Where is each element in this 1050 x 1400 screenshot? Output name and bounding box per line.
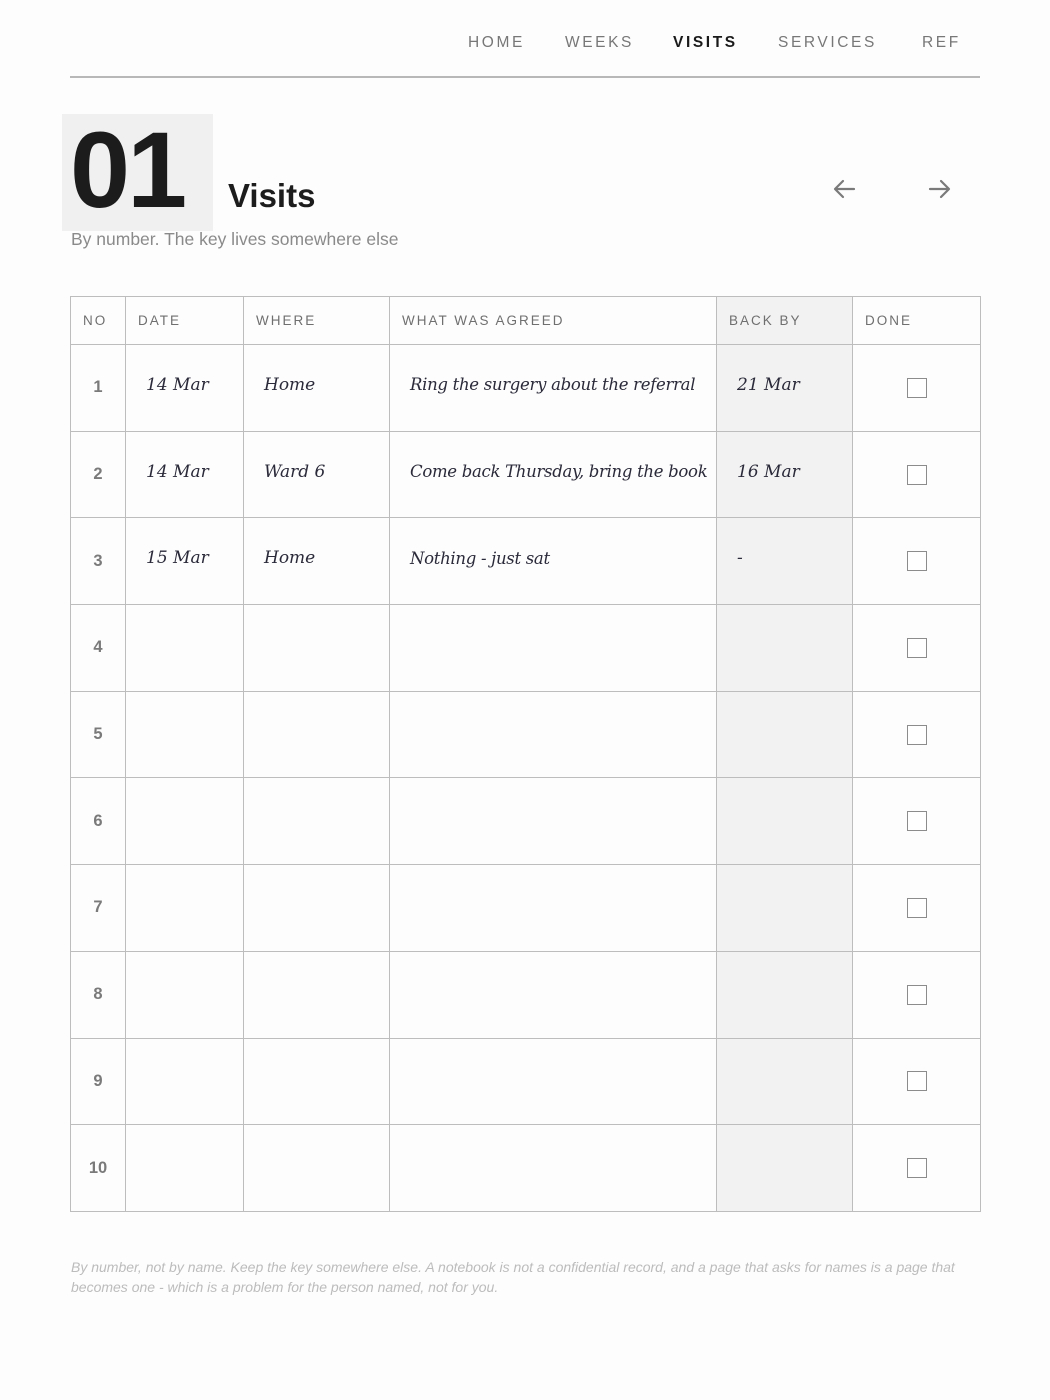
visit-date[interactable]	[126, 691, 244, 778]
visit-done	[853, 691, 981, 778]
visit-agreed[interactable]	[390, 778, 717, 865]
visit-back-by[interactable]	[717, 778, 853, 865]
row-number: 2	[71, 431, 126, 518]
visit-where[interactable]	[244, 691, 390, 778]
done-checkbox[interactable]	[907, 378, 927, 398]
visit-where[interactable]	[244, 605, 390, 692]
visit-back-by[interactable]	[717, 1038, 853, 1125]
column-header-done: DONE	[853, 297, 981, 345]
visit-done	[853, 605, 981, 692]
top-nav	[0, 34, 1050, 58]
row-number: 8	[71, 951, 126, 1038]
visit-where[interactable]	[244, 1038, 390, 1125]
visit-done	[853, 431, 981, 518]
visit-agreed[interactable]: Come back Thursday, bring the book	[390, 431, 717, 518]
visit-agreed[interactable]	[390, 605, 717, 692]
nav-item-weeks[interactable]: WEEKS	[565, 34, 634, 51]
row-number: 5	[71, 691, 126, 778]
table-row	[71, 951, 981, 1038]
column-header-no: NO	[71, 297, 126, 345]
column-header-where: WHERE	[244, 297, 390, 345]
visit-date[interactable]	[126, 951, 244, 1038]
done-checkbox[interactable]	[907, 811, 927, 831]
visit-back-by[interactable]	[717, 1125, 853, 1212]
visit-where[interactable]	[244, 778, 390, 865]
visit-done	[853, 345, 981, 432]
row-number: 9	[71, 1038, 126, 1125]
visit-agreed[interactable]	[390, 691, 717, 778]
visit-where[interactable]	[244, 1125, 390, 1212]
done-checkbox[interactable]	[907, 985, 927, 1005]
table-row	[71, 605, 981, 692]
visit-done	[853, 518, 981, 605]
visit-date[interactable]	[126, 1038, 244, 1125]
visit-date[interactable]	[126, 778, 244, 865]
row-number: 10	[71, 1125, 126, 1212]
prev-page-button[interactable]	[830, 174, 860, 204]
row-number: 6	[71, 778, 126, 865]
table-row	[71, 518, 981, 605]
column-header-date: DATE	[126, 297, 244, 345]
done-checkbox[interactable]	[907, 638, 927, 658]
visit-done	[853, 951, 981, 1038]
page-number: 01	[70, 109, 185, 230]
visit-back-by[interactable]	[717, 691, 853, 778]
done-checkbox[interactable]	[907, 1071, 927, 1091]
table-row	[71, 431, 981, 518]
visit-back-by[interactable]: 16 Mar	[717, 431, 853, 518]
visit-done	[853, 1038, 981, 1125]
row-number: 1	[71, 345, 126, 432]
table-row	[71, 1038, 981, 1125]
visit-agreed[interactable]	[390, 865, 717, 952]
column-header-agreed: WHAT WAS AGREED	[390, 297, 717, 345]
nav-divider	[70, 76, 980, 78]
visit-where[interactable]: Home	[244, 345, 390, 432]
table-row	[71, 778, 981, 865]
visit-date[interactable]: 14 Mar	[126, 431, 244, 518]
visit-where[interactable]: Ward 6	[244, 431, 390, 518]
visit-back-by[interactable]	[717, 605, 853, 692]
arrow-right-icon	[924, 174, 954, 204]
visit-agreed[interactable]	[390, 1038, 717, 1125]
visit-date[interactable]	[126, 605, 244, 692]
next-page-button[interactable]	[924, 174, 954, 204]
visit-back-by[interactable]	[717, 951, 853, 1038]
visit-back-by[interactable]	[717, 865, 853, 952]
arrow-left-icon	[830, 174, 860, 204]
done-checkbox[interactable]	[907, 551, 927, 571]
visit-date[interactable]: 15 Mar	[126, 518, 244, 605]
table-row	[71, 1125, 981, 1212]
row-number: 7	[71, 865, 126, 952]
visit-date[interactable]: 14 Mar	[126, 345, 244, 432]
visit-agreed[interactable]: Nothing - just sat	[390, 518, 717, 605]
visit-agreed[interactable]: Ring the surgery about the referral	[390, 345, 717, 432]
visit-done	[853, 778, 981, 865]
table-header-row	[71, 297, 981, 345]
visit-done	[853, 865, 981, 952]
visit-done	[853, 1125, 981, 1212]
done-checkbox[interactable]	[907, 898, 927, 918]
page-subtitle: By number. The key lives somewhere else	[71, 229, 399, 249]
visit-back-by[interactable]: 21 Mar	[717, 345, 853, 432]
visit-where[interactable]: Home	[244, 518, 390, 605]
nav-item-visits[interactable]: VISITS	[673, 34, 738, 51]
done-checkbox[interactable]	[907, 725, 927, 745]
row-number: 3	[71, 518, 126, 605]
column-header-back-by: BACK BY	[717, 297, 853, 345]
nav-item-ref[interactable]: REF	[922, 34, 961, 51]
row-number: 4	[71, 605, 126, 692]
visit-where[interactable]	[244, 951, 390, 1038]
privacy-footnote: By number, not by name. Keep the key somewhere else. A notebook is not a confidential record, and a page that asks for names is a page that becomes one - which is a problem for the person named, not for you.	[71, 1259, 955, 1295]
nav-item-services[interactable]: SERVICES	[778, 34, 877, 51]
table-row	[71, 691, 981, 778]
visits-table	[70, 296, 981, 1212]
visit-date[interactable]	[126, 865, 244, 952]
done-checkbox[interactable]	[907, 1158, 927, 1178]
table-row	[71, 865, 981, 952]
visit-back-by[interactable]: -	[717, 518, 853, 605]
done-checkbox[interactable]	[907, 465, 927, 485]
visit-date[interactable]	[126, 1125, 244, 1212]
page-title: Visits	[228, 177, 316, 214]
table-row	[71, 345, 981, 432]
nav-item-home[interactable]: HOME	[468, 34, 525, 51]
visit-agreed[interactable]	[390, 951, 717, 1038]
visit-where[interactable]	[244, 865, 390, 952]
visit-agreed[interactable]	[390, 1125, 717, 1212]
